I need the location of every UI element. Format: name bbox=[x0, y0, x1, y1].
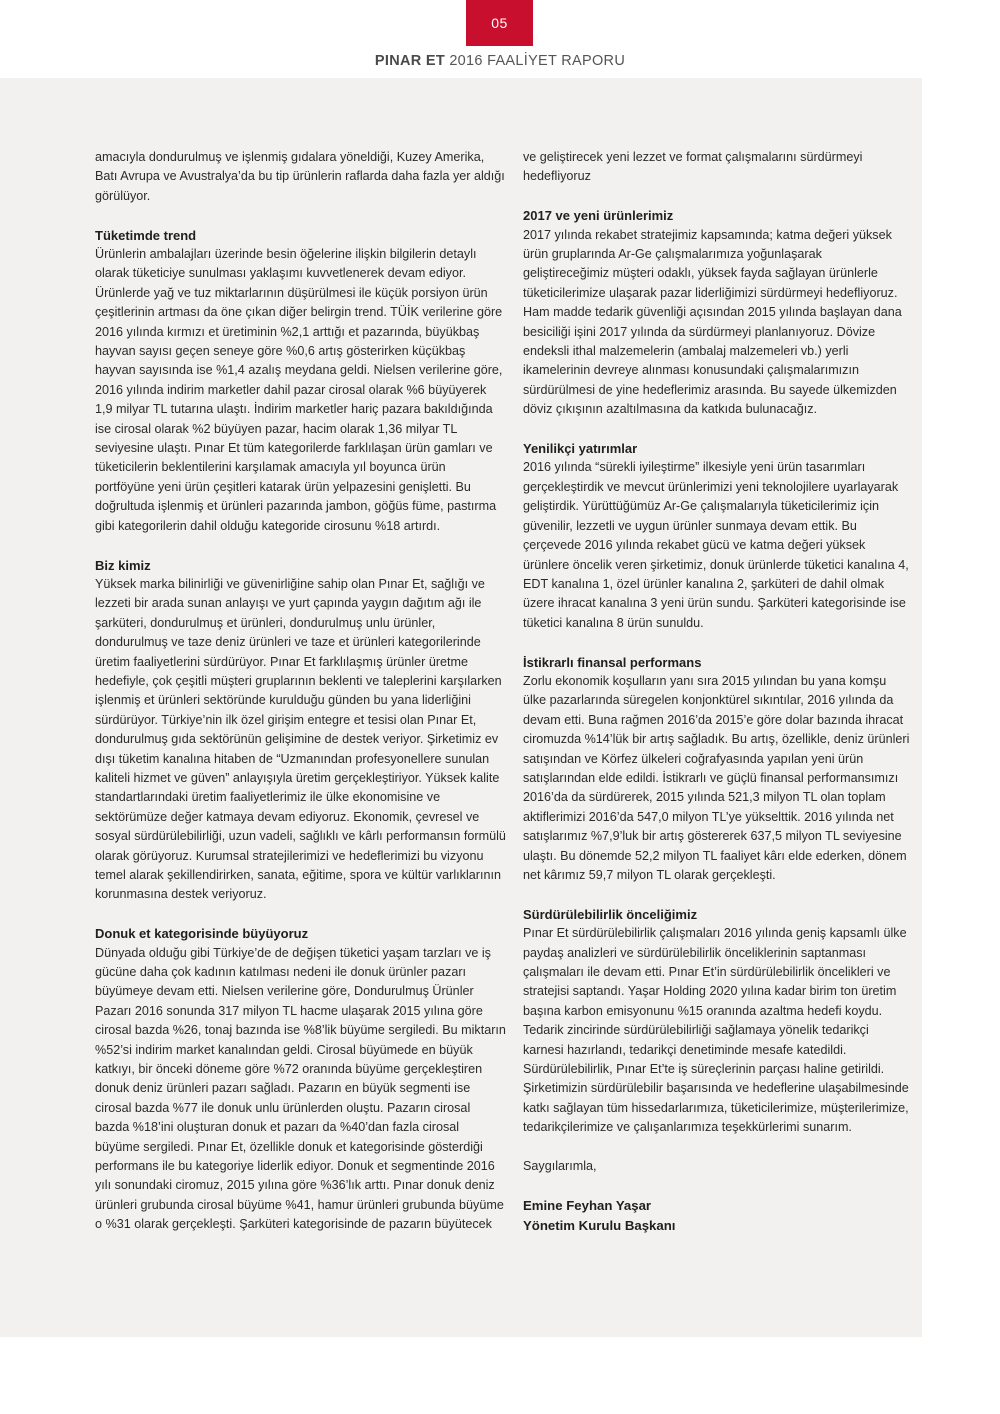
page-number: 05 bbox=[466, 0, 533, 46]
frozen-category-paragraph: Dünyada olduğu gibi Türkiye’de de değişen tüketici yaşam tarzları ve iş gücüne daha çok kadının katılması nedeni ile donuk ürünler pazarı büyümeye devam etti. Nielsen verilerine göre, Dondurulmuş Ürünler Pazarı 2016 sonunda 317 milyon TL hacme ulaşarak 2015 yılına göre cirosal bazda %26, tonaj bazında ise %8’lik büyüme sergiledi. Bu miktarın %52’si indirim market kanalından geldi. Cirosal büyümede en büyük katkıyı, bir önceki döneme göre %72 oranında büyüme gerçekleştiren donuk deniz ürünleri pazarı sağladı. Pazarın en büyük segmenti ise cirosal bazda %77 ile donuk unlu ürünlerden oluştu. Pazarın cirosal bazda %18’ini oluşturan donuk et pazarı da %40’dan fazla cirosal büyüme sergiledi. Pınar Et, özellikle donuk et kategorisinde gösterdiği performans ile bu kategoriye liderlik ediyor. Donuk et segmentinde 2016 yılı sonundaki ciromuz, 2015 yılına göre %36’lık arttı. Pınar donuk deniz ürünleri grubunda cirosal büyüme %41, hamur ürünleri grubunda büyüme o %31 olarak gerçekleşti. Şarküteri kategorisinde de pazarın büyütecek bbox=[95, 945, 506, 1232]
section-heading-sustainability: Sürdürülebilirlik önceliğimiz bbox=[523, 906, 698, 922]
left-column bbox=[95, 148, 507, 1254]
intro-paragraph: amacıyla dondurulmuş ve işlenmiş gıdalara yöneldiği, Kuzey Amerika, Batı Avrupa ve Avustralya’da bu tip ürünlerin raflarda daha fazla yer aldığı görülüyor. bbox=[95, 150, 505, 203]
closing-salutation: Saygılarımla, bbox=[523, 1159, 597, 1174]
section-heading-finance: İstikrarlı finansal performans bbox=[523, 654, 702, 670]
continuation-paragraph: ve geliştirecek yeni lezzet ve format çalışmalarını sürdürmeyi hedefliyoruz bbox=[523, 150, 863, 184]
section-heading-consumption-trend: Tüketimde trend bbox=[95, 227, 197, 243]
finance-paragraph: Zorlu ekonomik koşulların yanı sıra 2015 yılından bu yana komşu ülke pazarlarında süregelen konjonktürel sıkıntılar, 2016 yılında da devam etti. Buna rağmen 2016’da 2015’e göre dolar bazında ihracat ciromuzda %14’lük bir artış sağladık. Bu artış, özellikle, deniz ürünleri satışından ve Körfez ülkeleri coğrafyasında yapılan yeni ürün satışlarından elde edildi. İstikrarlı ve güçlü finansal performansımızı 2016’da da sürdürerek, 2015 yılında 521,3 milyon TL olan toplam aktiflerimizi 2016’da 547,0 milyon TL’ye yükselttik. 2016 yılında net satışlarımız %7,9’luk bir artış göstererek 637,5 milyon TL seviyesine ulaştı. Bu dönemde 52,2 milyon TL faaliyet kârı elde ederken, dönem net kârımız 59,7 milyon TL olarak gerçekleşti. bbox=[523, 673, 910, 882]
section-heading-2017-products: 2017 ve yeni ürünlerimiz bbox=[523, 208, 674, 224]
brand-name: PINAR ET bbox=[374, 53, 445, 69]
consumption-trend-paragraph: Ürünlerin ambalajları üzerinde besin öğelerine ilişkin bilgilerin detaylı olarak tüketiciye sunulması yaklaşımı kuvvetlenerek devam ediyor. Ürünlerde yağ ve tuz miktarlarının düşürülmesi ile küçük porsiyon ürün çeşitlerinin artması da öne çıkan diğer belirgin trend. TÜİK verilerine göre 2016 yılında kırmızı et üretiminin %2,1 arttığı et pazarında, büyükbaş hayvan sayısı geçen seneye göre %0,6 artış gösterirken küçükbaş hayvan sayısında ise %1,4 azalış meydana geldi. Nielsen verilerine göre, 2016 yılında indirim marketler dahil pazar cirosal olarak %6 büyüyerek 1,9 milyar TL tutarına ulaştı. İndirim marketler hariç pazara bakıldığında ise cirosal olarak %2 büyüyen pazar, hacim olarak 1,36 milyar TL seviyesine ulaştı. Pınar Et tüm kategorilerde farklılaşan ürün gamları ve tüketicilerin beklentilerini karşılamak amacıyla yıl boyunca ürün portföyüne yeni ürün çeşitleri katarak ürün yelpazesini genişletti. Bu doğrultuda işlenmiş et ürünleri pazarında jambon, göğüs füme, pastırma gibi kategorilerin dahil olduğu kategoride cirosunu %18 artırdı. bbox=[95, 247, 503, 533]
signature-name: Emine Feyhan Yaşar bbox=[523, 1197, 652, 1213]
section-heading-frozen-category: Donuk et kategorisinde büyüyoruz bbox=[95, 926, 309, 942]
right-column bbox=[523, 148, 911, 1236]
section-heading-innovation: Yenilikçi yatırımlar bbox=[523, 441, 638, 457]
report-title bbox=[0, 53, 1000, 69]
report-title-text: 2016 FAALİYET RAPORU bbox=[444, 53, 626, 69]
new-products-paragraph: 2017 yılında rekabet stratejimiz kapsamında; katma değeri yüksek ürün gruplarında Ar-Ge çalışmalarımıza yoğunlaşarak geliştireceğimiz müşteri odaklı, yüksek fayda sağlayan ürünlerle tüketicilerimize ulaşarak pazar liderliğimizi sürdürmeyi hedefliyoruz. Ham madde tedarik güvenliği açısından 2015 yılında başlayan dana besiciliği işini 2017 yılında da sürdürmeyi planlanıyoruz. Dövize endeksli ithal malzemelerin (ambalaj malzemeleri vb.) yerli ikamelerinin devreye alınması konusundaki çalışmalarımızın sürdürülmesi de yine hedeflerimiz arasında. Bu sayede ülkemizden döviz çıkışının azaltılmasına da katkıda bulunacağız. bbox=[523, 227, 902, 417]
who-we-are-paragraph: Yüksek marka bilinirliği ve güvenirliğine sahip olan Pınar Et, sağlığı ve lezzeti bir arada sunan anlayışı ve yurt çapında yaygın dağıtım ağı ile şarküteri, dondurulmuş et ürünleri, dondurulmuş unlu ürünler, dondurulmuş ve taze deniz ürünleri ve taze et ürünleri kategorilerinde üretim faaliyetlerini sürdürüyor. Pınar Et farklılaşmış ürünler üretme hedefiyle, çok çeşitli müşteri gruplarının beklenti ve taleplerini karşılarken işlenmiş et ürünleri sektöründe kurulduğu günden bu yana liderliğini sürdürüyor. Türkiye’nin ilk özel girişim entegre et tesisi olan Pınar Et, dondurulmuş gıda sektörünün gelişimine de destek veriyor. Şirketimiz ev dışı tüketim kanalına hitaben de “Uzmanından profesyonellere sunulan kaliteli hizmet ve güven” anlayışıyla üretim gerçekleştiriyor. Yüksek kalite standartlarındaki üretim faaliyetlerimiz ile ülke ekonomisine ve sektörümüze değer katmaya devam ediyoruz. Ekonomik, çevresel ve sosyal sürdürülebilirliği, uzun vadeli, sağlıklı ve kârlı performansın formülü olarak görüyoruz. Kurumsal stratejilerimizi ve hedeflerimizi bu vizyonu temel alarak şekillendirirken, sanata, eğitime, spora ve kültür varlıklarının korunmasına destek veriyoruz. bbox=[95, 576, 506, 902]
innovation-paragraph: 2016 yılında “sürekli iyileştirme” ilkesiyle yeni ürün tasarımları gerçekleştirdik ve mevcut ürünlerimizi yeni teknolojilere uyarlayarak geliştirdik. Yürüttüğümüz Ar-Ge çalışmalarıyla tüketicilerimiz için güvenilir, lezzetli ve uygun ürünler sunmaya devam ettik. Bu çerçevede 2016 yılında rekabet gücü ve katma değeri yüksek ürünlere öncelik veren şirketimiz, donuk ürünlerde tüketici kanalına 4, EDT kanalına 1, özel ürünler kanalına 2, şarküteri de dahil olmak üzere ihracat kanalına 3 yeni ürün sundu. Şarküteri kategorisinde ise tüketici kanalına 8 ürün sunuldu. bbox=[523, 460, 909, 630]
signature-role: Yönetim Kurulu Başkanı bbox=[523, 1217, 676, 1233]
sustainability-paragraph: Pınar Et sürdürülebilirlik çalışmaları 2016 yılında geniş kapsamlı ülke paydaş analizleri ve sürdürülebilirlik önceliklerinin saptanması çalışmaları ile devam etti. Pınar Et’in sürdürülebilirlik öncelikleri ve stratejisi saptandı. Yaşar Holding 2020 yılına kadar birim ton üretim başına karbon emisyonunu %15 oranında azaltma hedefi koydu. Tedarik zincirinde sürdürülebilirliği sağlamaya yönelik tedarikçi karnesi hazırlandı, tedarikçi denetiminde mesafe katedildi. Sürdürülebilirlik, Pınar Et’te iş süreçlerinin parçası haline getirildi. Şirketimizin sürdürülebilir başarısında ve hedeflerine ulaşabilmesinde katkı sağlayan tüm hissedarlarımıza, tüketicilerimize, müşterilerimize, tedarikçilerimize ve çalışanlarımıza teşekkürlerimi sunarım. bbox=[523, 926, 909, 1135]
section-heading-who-we-are: Biz kimiz bbox=[95, 557, 151, 573]
